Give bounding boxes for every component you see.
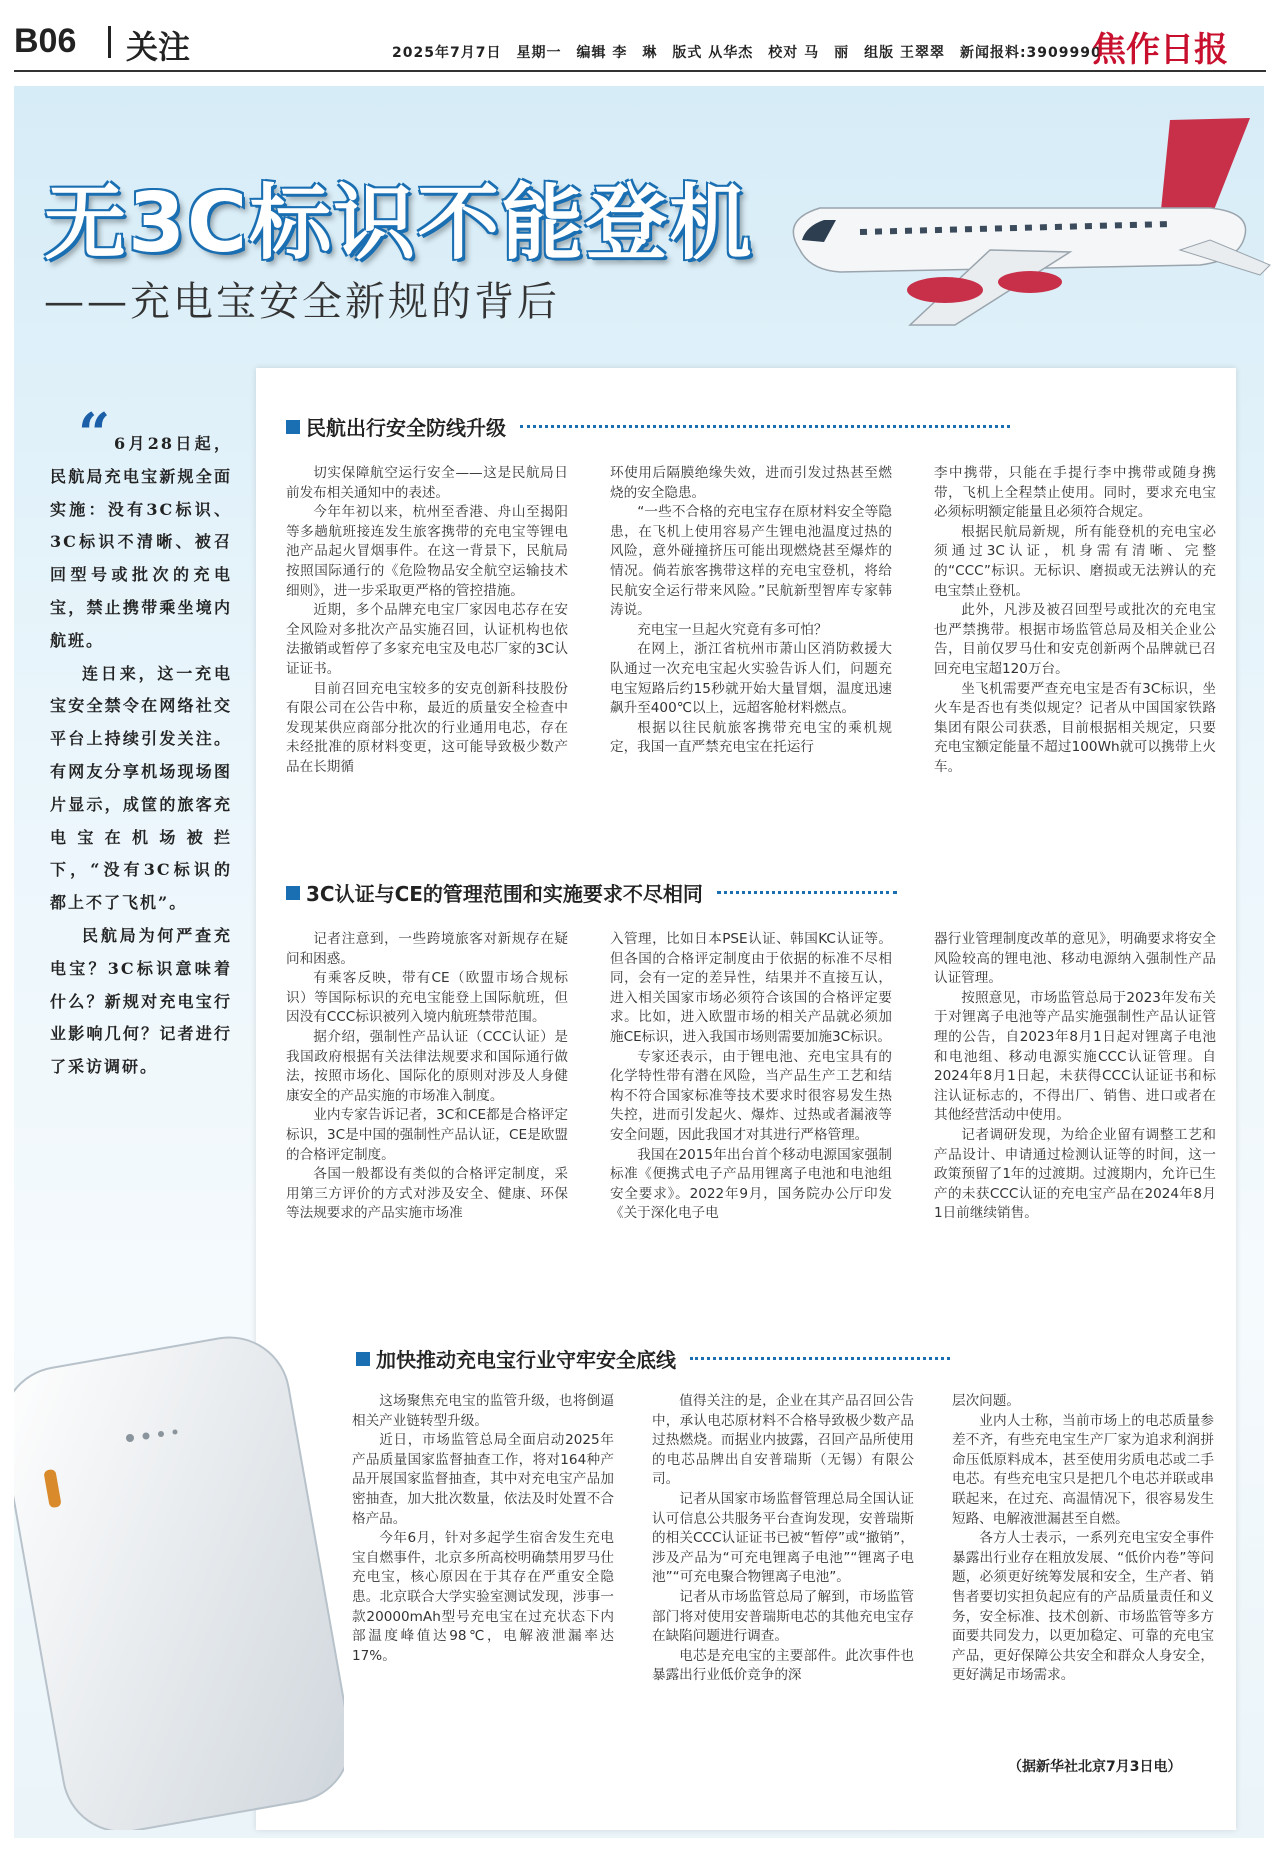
section-heading: 3C认证与CE的管理范围和实施要求不尽相同 [286,878,897,907]
article-paragraph: 记者从市场监管总局了解到，市场监管部门将对使用安普瑞斯电芯的其他充电宝存在缺陷问题进行调查。 [652,1588,914,1645]
article-paragraph: 各方人士表示，一系列充电宝安全事件暴露出行业存在粗放发展、“低价内卷”等问题，必须更好统筹发展和安全，生产者、销售者要切实担负起应有的产品质量责任和义务，安全标准、技术创新、市场监管等多方面要共同发力，以更加稳定、可靠的充电宝产品，更好保障公共安全和群众人身安全，更好满足市场需求。 [952,1530,1214,1684]
section-heading: 加快推动充电宝行业守牢安全底线 [356,1344,950,1373]
article-paragraph: 专家还表示，由于锂电池、充电宝具有的化学特性带有潜在风险，当产品生产工艺和结构不符合国家标准等技术要求时很容易发生热失控，进而引发起火、爆炸、过热或者漏液等安全问题，因此我国才对其进行严格管理。 [610,1048,892,1143]
newspaper-logo: 焦作日报 [1092,30,1228,70]
lead-sidebar [50,428,232,1084]
article-paragraph: 按照意见，市场监管总局于2023年发布关于对锂离子电池等产品实施强制性产品认证管理的公告，自2023年8月1日起对锂离子电池和电池组、移动电源实施CCC认证管理。自2024年8月1日起，未获得CCC认证证书和标注认证标志的，不得出厂、销售、进口或者在其他经营活动中使用。 [934,989,1216,1124]
quote-mark-icon: “ [78,401,111,467]
article-paragraph: 业内专家告诉记者，3C和CE都是合格评定标识，3C是中国的强制性产品认证，CE是欧盟的合格评定制度。 [286,1107,568,1163]
masthead-rule [14,70,1266,72]
headline: 无3C标识不能登机 [44,176,754,271]
section-dotted-rule [690,1357,950,1360]
article-column [610,464,892,758]
airplane-icon [740,100,1280,330]
dateline: （据新华社北京7月3日电） [1008,1759,1182,1775]
article-paragraph: 近日，市场监管总局全面启动2025年产品质量国家监督抽查工作，将对164种产品开展国家监督抽查，其中对充电宝产品加密抽查，加大批次数量，依法及时处置不合格产品。 [352,1432,614,1527]
article-paragraph: 记者注意到，一些跨境旅客对新规存在疑问和困惑。 [286,931,568,967]
section-name: 关注 [126,28,191,66]
masthead [0,0,1280,74]
article-paragraph: 据介绍，强制性产品认证（CCC认证）是我国政府根据有关法律法规要求和国际通行做法，按照市场化、国际化的原则对涉及人身健康安全的产品实施的市场准入制度。 [286,1028,568,1104]
masthead-meta: 2025年7月7日 星期一 编辑 李 琳 版式 从华杰 校对 马 丽 组版 王翠翠 新闻报料:3909990 [392,45,1102,61]
section-marker-icon [286,420,300,434]
article-paragraph: 根据民航局新规，所有能登机的充电宝必须通过3C认证，机身需有清晰、完整的“CCC”标识。无标识、磨损或无法辨认的充电宝禁止登机。 [934,523,1216,599]
article-column [352,1392,614,1666]
article-paragraph: 业内人士称，当前市场上的电芯质量参差不齐，有些充电宝生产厂家为追求利润拼命压低原料成本，甚至使用劣质电芯或二手电芯。有些充电宝只是把几个电芯并联或串联起来，在过充、高温情况下，很容易发生短路、电解液泄漏甚至自燃。 [952,1412,1214,1527]
article-paragraph: 记者调研发现，为给企业留有调整工艺和产品设计、申请通过检测认证等的时间，这一政策预留了1年的过渡期。过渡期内，允许已生产的未获CCC认证的充电宝产品在2024年8月1日前继续销售。 [934,1126,1216,1222]
power-bank-icon [14,1290,344,1830]
masthead-divider [108,26,111,58]
article-paragraph: 此外，凡涉及被召回型号或批次的充电宝也严禁携带。根据市场监管总局及相关企业公告，目前仅罗马仕和安克创新两个品牌就已召回充电宝超120万台。 [934,602,1216,677]
article-paragraph: 器行业管理制度改革的意见》，明确要求将安全风险较高的锂电池、移动电源纳入强制性产品认证管理。 [934,931,1216,987]
article-paragraph: 切实保障航空运行安全——这是民航局日前发布相关通知中的表述。 [286,465,568,501]
article-paragraph: 有乘客反映，带有CE（欧盟市场合规标识）等国际标识的充电宝能登上国际航班，但因没有CCC标识被列入境内航班禁带范围。 [286,970,568,1026]
article-paragraph: 充电宝一旦起火究竟有多可怕？ [637,621,828,638]
article-paragraph: 根据以往民航旅客携带充电宝的乘机规定，我国一直严禁充电宝在托运行 [610,719,892,756]
article-column [934,464,1216,778]
article-paragraph: 近期，多个品牌充电宝厂家因电芯存在安全风险对多批次产品实施召回，认证机构也依法撤销或暂停了多家充电宝及电芯厂家的3C认证证书。 [286,602,568,677]
article-paragraph: 目前召回充电宝较多的安克创新科技股份有限公司在公告中称，最近的质量安全检查中发现某供应商部分批次的行业通用电芯，存在未经批准的原材料变更，这可能导致极少数产品在长期循 [286,680,568,775]
article-column [934,930,1216,1224]
section-dotted-rule [520,425,1010,428]
article-paragraph: 层次问题。 [952,1393,1020,1409]
article-paragraph: 在网上，浙江省杭州市萧山区消防救援大队通过一次充电宝起火实验告诉人们，问题充电宝短路后约15秒就开始大量冒烟，温度迅速飙升至400℃以上，远超客舱材料燃点。 [610,641,892,717]
article-paragraph: 入管理，比如日本PSE认证、韩国KC认证等。但各国的合格评定制度由于依据的标准不尽相同，会有一定的差异性，结果并不直接互认，进入相关国家市场必须符合该国的合格评定要求。比如，进入欧盟市场的相关产品就必须加施CE标识，进入我国市场则需要加施3C标识。 [610,931,892,1045]
article-column [286,930,568,1224]
article-paragraph: 今年6月，针对多起学生宿舍发生充电宝自燃事件，北京多所高校明确禁用罗马仕充电宝，核心原因在于其存在严重安全隐患。北京联合大学实验室测试发现，涉事一款20000mAh型号充电宝在过充状态下内部温度峰值达98℃，电解液泄漏率达17%。 [352,1530,614,1664]
article-column [610,930,892,1224]
lead-paragraph: 6月28日起，民航局充电宝新规全面实施：没有3C标识、3C标识不清晰、被召回型号或批次的充电宝，禁止携带乘坐境内航班。 [50,434,232,650]
article-paragraph: 电芯是充电宝的主要部件。此次事件也暴露出行业低价竞争的深 [652,1647,914,1684]
article-paragraph: 今年年初以来，杭州至香港、舟山至揭阳等多趟航班接连发生旅客携带的充电宝等锂电池产品起火冒烟事件。在这一背景下，民航局按照国际通行的《危险物品安全航空运输技术细则》，进一步采取更严格的管控措施。 [286,504,568,599]
section-dotted-rule [717,891,897,894]
subheadline: ——充电宝安全新规的背后 [44,279,560,325]
article-paragraph: 坐飞机需要严查充电宝是否有3C标识，坐火车是否也有类似规定？记者从中国国家铁路集团有限公司获悉，目前根据相关规定，只要充电宝额定能量不超过100Wh就可以携带上火车。 [934,680,1216,775]
article-paragraph: 记者从国家市场监督管理总局全国认证认可信息公共服务平台查询发现，安普瑞斯的相关CCC认证证书已被“暂停”或“撤销”，涉及产品为“可充电锂离子电池”“锂离子电池”“可充电聚合物锂离子电池”。 [652,1490,914,1586]
article-column [652,1392,914,1686]
article-column [952,1392,1214,1686]
page-number: B06 [14,22,77,60]
article-paragraph: 李中携带，只能在手提行李中携带或随身携带，飞机上全程禁止使用。同时，要求充电宝必须标明额定能量且必须符合规定。 [934,465,1216,521]
article-paragraph: “一些不合格的充电宝存在原材料安全等隐患，在飞机上使用容易产生锂电池温度过热的风险，意外碰撞挤压可能出现燃烧甚至爆炸的情况。倘若旅客携带这样的充电宝登机，将给民航安全运行带来风险。”民航新型智库专家韩涛说。 [610,504,892,619]
article-paragraph: 环使用后隔膜绝缘失效，进而引发过热甚至燃烧的安全隐患。 [610,465,892,501]
section-marker-icon [286,886,300,900]
lead-paragraph: 民航局为何严查充电宝？3C标识意味着什么？新规对充电宝行业影响几何？记者进行了采访调研。 [50,925,232,1077]
article-paragraph: 这场聚焦充电宝的监管升级，也将倒逼相关产业链转型升级。 [352,1393,614,1429]
section-heading: 民航出行安全防线升级 [286,412,1010,441]
article-paragraph: 值得关注的是，企业在其产品召回公告中，承认电芯原材料不合格导致极少数产品过热燃烧。而据业内披露，召回产品所使用的电芯品牌出自安普瑞斯（无锡）有限公司。 [652,1393,914,1488]
section-marker-icon [356,1352,370,1366]
lead-paragraph: 连日来，这一充电宝安全禁令在网络社交平台上持续引发关注。有网友分享机场现场图片显示，成筐的旅客充电宝在机场被拦下，“没有3C标识的都上不了飞机”。 [50,663,232,913]
article-paragraph: 我国在2015年出台首个移动电源国家强制标准《便携式电子产品用锂离子电池和电池组安全要求》。2022年9月，国务院办公厅印发《关于深化电子电 [610,1146,892,1222]
article-column [286,464,568,778]
article-paragraph: 各国一般都设有类似的合格评定制度，采用第三方评价的方式对涉及安全、健康、环保等法规要求的产品实施市场准 [286,1166,568,1222]
